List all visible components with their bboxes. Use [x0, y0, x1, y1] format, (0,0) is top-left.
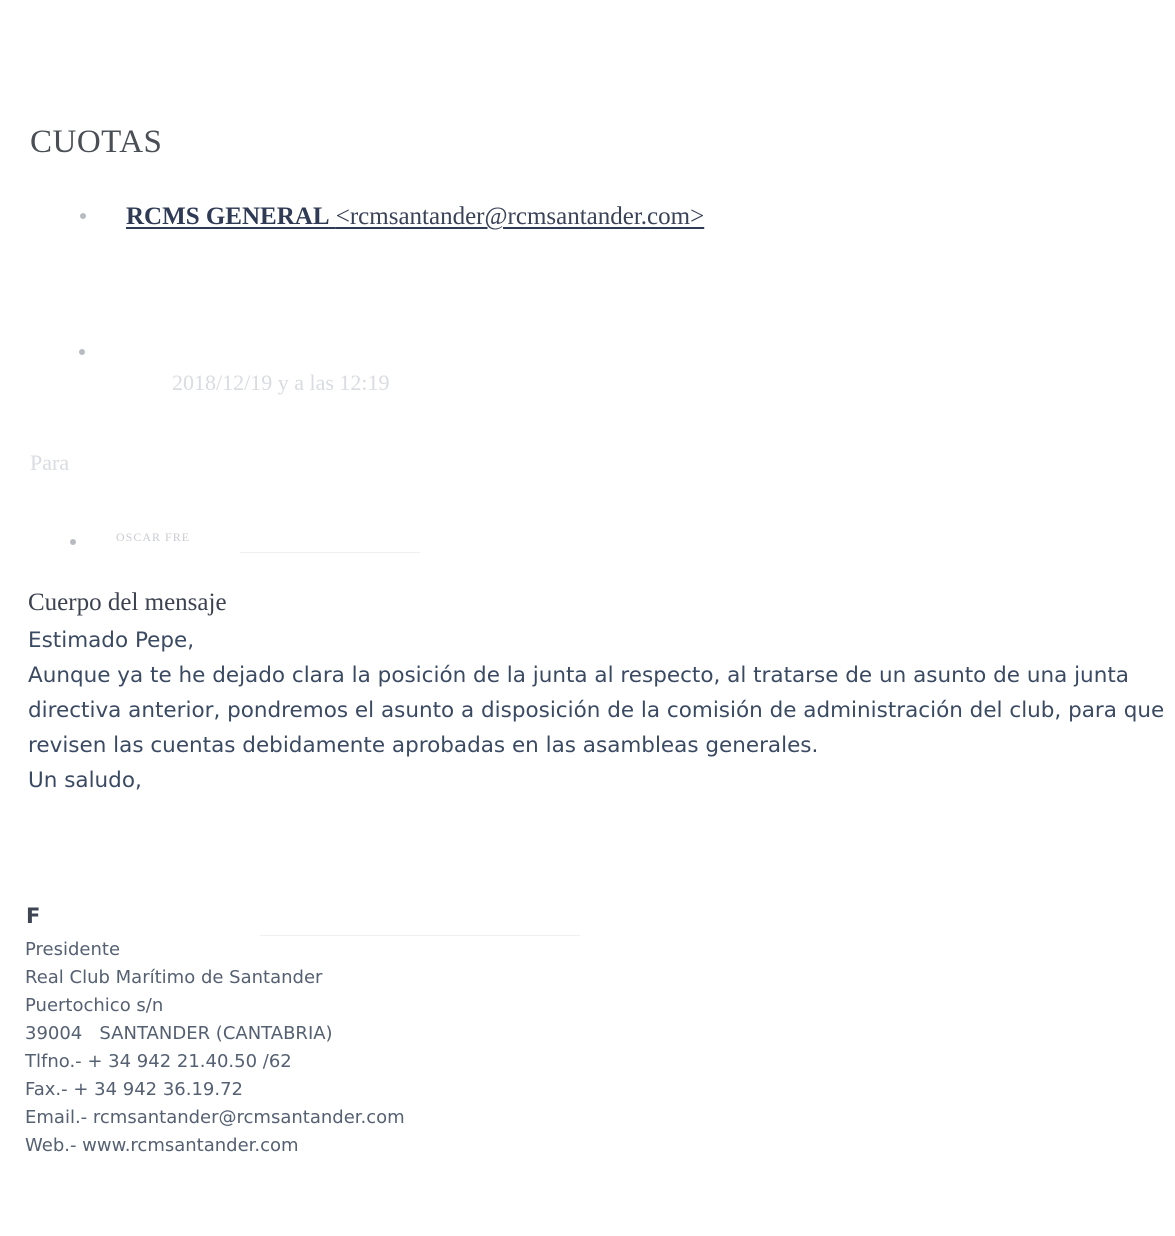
greeting: Estimado Pepe,: [28, 628, 195, 653]
recipient-bullet: [70, 539, 76, 545]
sender-email: <rcmsantander@rcmsantander.com>: [335, 203, 705, 230]
sender-link[interactable]: [126, 203, 704, 231]
recipient-name: OSCAR FRE: [116, 530, 191, 544]
signature-organization: Real Club Marítimo de Santander: [25, 967, 323, 988]
closing: Un saludo,: [28, 768, 142, 793]
scan-artifact-line: [240, 552, 420, 553]
sender-bullet: [80, 213, 86, 219]
signature-phone: Tlfno.- + 34 942 21.40.50 /62: [25, 1051, 292, 1072]
signature-web: Web.- www.rcmsantander.com: [25, 1135, 299, 1156]
signature-title: Presidente: [25, 939, 121, 960]
sender-name: RCMS GENERAL: [126, 203, 330, 230]
signature-city: 39004 SANTANDER (CANTABRIA): [25, 1023, 333, 1044]
signature-email: Email.- rcmsantander@rcmsantander.com: [25, 1107, 405, 1128]
to-label: Para: [30, 450, 70, 475]
email-date: 2018/12/19 y a las 12:19: [172, 370, 390, 395]
signature-block: [25, 936, 405, 1160]
email-subject: CUOTAS: [30, 124, 163, 160]
date-bullet: [79, 349, 85, 355]
body-label: Cuerpo del mensaje: [28, 589, 227, 616]
message-body: [28, 623, 1168, 798]
signature-address: Puertochico s/n: [25, 995, 164, 1016]
message-paragraph: Aunque ya te he dejado clara la posición de la junta al respecto, al tratarse de un asunto de una junta directiva anterior, pondremos el asunto a disposición de la comisión de administración del club, para que revisen las cuentas debidamente aprobadas en las asambleas generales.: [28, 663, 1165, 758]
signature-fax: Fax.- + 34 942 36.19.72: [25, 1079, 243, 1100]
signature-initial: F: [26, 904, 41, 928]
